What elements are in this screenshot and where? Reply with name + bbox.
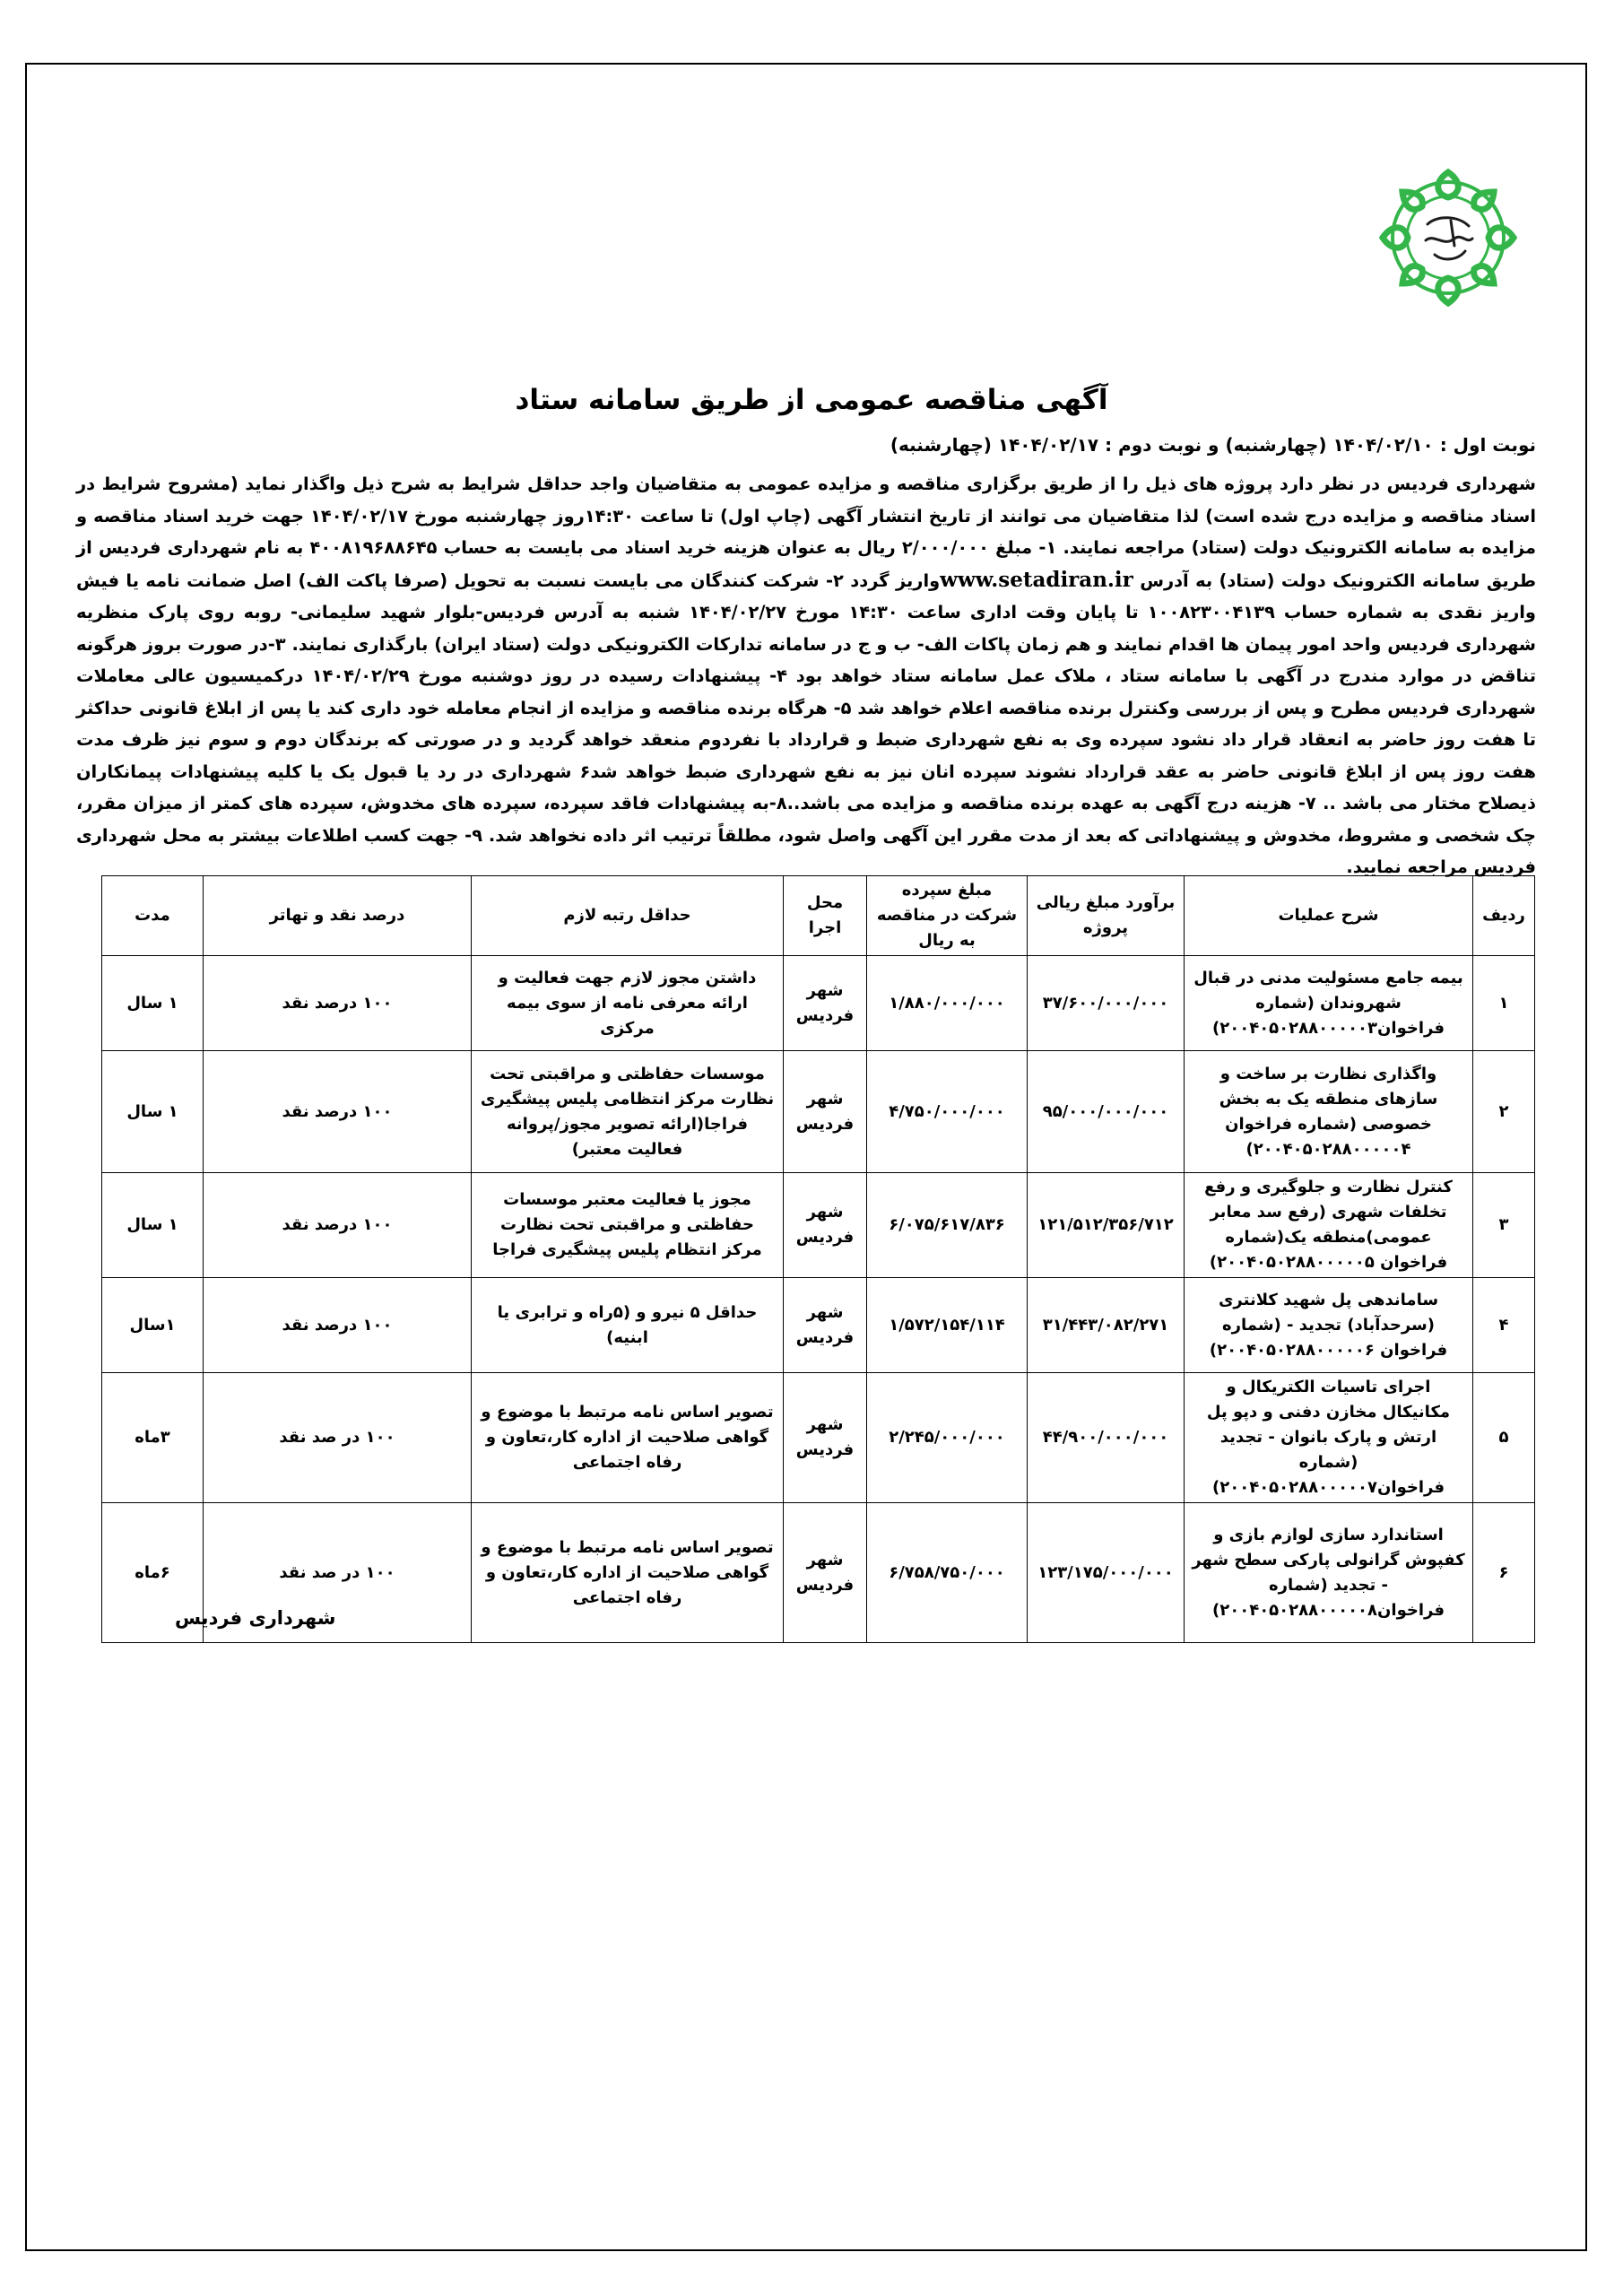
announcement-body	[76, 468, 1536, 883]
body-part-1: شهرداری فردیس در نظر دارد پروژه های ذیل را از طریق برگزاری مناقصه و مزایده عمومی به متقاضیان واجد حداقل شرایط به شرح ذیل واگذار نماید (مشروح شرایط در اسناد مناقصه و مزایده درج شده است) لذا متقاضیان می توانند از تاریخ انتشار آگهی (چاپ اول) تا ساعت ۱۴:۳۰روز چهارشنبه مورخ ۱۴۰۴/۰۲/۱۷ جهت خرید اسناد مناقصه و مزایده به سامانه الکترونیک دولت (ستاد) مراجعه نمایند. ۱- مبلغ ۲/۰۰۰/۰۰۰ ریال به عنوان هزینه خرید اسناد می بایست به حساب ۴۰۰۸۱۹۶۸۸۶۴۵ به نام شهرداری فردیس از طریق سامانه الکترونیک دولت (ستاد) به آدرس	[76, 474, 1536, 591]
fardis-municipality-logo-icon	[1372, 161, 1524, 314]
cell-payment: ۱۰۰ درصد نقد	[204, 1051, 472, 1173]
cell-location: شهر فردیس	[784, 1173, 867, 1278]
table-row	[102, 1373, 1535, 1503]
cell-payment: ۱۰۰ درصد نقد	[204, 956, 472, 1051]
cell-location: شهر فردیس	[784, 1051, 867, 1173]
municipality-signature: شهرداری فردیس	[175, 1607, 336, 1629]
cell-payment: ۱۰۰ درصد نقد	[204, 1278, 472, 1373]
cell-deposit: ۴/۷۵۰/۰۰۰/۰۰۰	[867, 1051, 1028, 1173]
header-deposit: مبلغ سپرده شرکت در مناقصه به ریال	[867, 876, 1028, 956]
header-duration: مدت	[102, 876, 204, 956]
table-row	[102, 1278, 1535, 1373]
cell-payment: ۱۰۰ در صد نقد	[204, 1503, 472, 1643]
header-row-no: ردیف	[1473, 876, 1535, 956]
cell-min-rank: مجوز یا فعالیت معتبر موسسات حفاظتی و مراقبتی تحت نظارت مرکز انتظام پلیس پیشگیری فراجا	[472, 1173, 784, 1278]
publication-rounds: نوبت اول : ۱۴۰۴/۰۲/۱۰ (چهارشنبه) و نوبت دوم : ۱۴۰۴/۰۲/۱۷ (چهارشنبه)	[890, 434, 1536, 456]
table-header-row	[102, 876, 1535, 956]
cell-min-rank: داشتن مجوز لازم جهت فعالیت و ارائه معرفی نامه از سوی بیمه مرکزی	[472, 956, 784, 1051]
cell-estimate: ۳۱/۴۴۳/۰۸۲/۲۷۱	[1028, 1278, 1185, 1373]
cell-row-no: ۵	[1473, 1373, 1535, 1503]
cell-duration: ۱سال	[102, 1278, 204, 1373]
cell-min-rank: تصویر اساس نامه مرتبط با موضوع و گواهی صلاحیت از اداره کار،تعاون و رفاه اجتماعی	[472, 1503, 784, 1643]
cell-duration: ۱ سال	[102, 1051, 204, 1173]
header-estimate: برآورد مبلغ ریالی پروژه	[1028, 876, 1185, 956]
cell-location: شهر فردیس	[784, 1503, 867, 1643]
cell-description: واگذاری نظارت بر ساخت و سازهای منطقه یک به بخش خصوصی (شماره فراخوان ۲۰۰۴۰۵۰۲۸۸۰۰۰۰۰۴)	[1185, 1051, 1473, 1173]
cell-estimate: ۴۴/۹۰۰/۰۰۰/۰۰۰	[1028, 1373, 1185, 1503]
cell-min-rank: تصویر اساس نامه مرتبط با موضوع و گواهی صلاحیت از اداره کار،تعاون و رفاه اجتماعی	[472, 1373, 784, 1503]
cell-description: ساماندهی پل شهید کلانتری (سرحدآباد) تجدید - (شماره فراخوان ۲۰۰۴۰۵۰۲۸۸۰۰۰۰۰۶)	[1185, 1278, 1473, 1373]
header-description: شرح عملیات	[1185, 876, 1473, 956]
cell-row-no: ۱	[1473, 956, 1535, 1051]
cell-deposit: ۲/۲۴۵/۰۰۰/۰۰۰	[867, 1373, 1028, 1503]
table-row	[102, 956, 1535, 1051]
cell-payment: ۱۰۰ درصد نقد	[204, 1173, 472, 1278]
cell-location: شهر فردیس	[784, 1373, 867, 1503]
cell-deposit: ۱/۸۸۰/۰۰۰/۰۰۰	[867, 956, 1028, 1051]
header-min-rank: حداقل رتبه لازم	[472, 876, 784, 956]
table-row	[102, 1173, 1535, 1278]
cell-deposit: ۶/۷۵۸/۷۵۰/۰۰۰	[867, 1503, 1028, 1643]
cell-estimate: ۳۷/۶۰۰/۰۰۰/۰۰۰	[1028, 956, 1185, 1051]
cell-duration: ۶ماه	[102, 1503, 204, 1643]
cell-description: کنترل نظارت و جلوگیری و رفع تخلفات شهری (رفع سد معابر عمومی)منطقه یک(شماره فراخوان ۲۰۰۴۰۵۰۲۸۸۰۰۰۰۰۵)	[1185, 1173, 1473, 1278]
cell-row-no: ۶	[1473, 1503, 1535, 1643]
cell-min-rank: موسسات حفاظتی و مراقبتی تحت نظارت مرکز انتظامی پلیس پیشگیری فراجا(ارائه تصویر مجوز/پروانه فعالیت معتبر)	[472, 1051, 784, 1173]
header-location: محل اجرا	[784, 876, 867, 956]
cell-description: استاندارد سازی لوازم بازی و کفپوش گرانولی پارکی سطح شهر - تجدید (شماره فراخوان۲۰۰۴۰۵۰۲۸۸۰۰۰۰۰۸)	[1185, 1503, 1473, 1643]
cell-estimate: ۱۲۳/۱۷۵/۰۰۰/۰۰۰	[1028, 1503, 1185, 1643]
cell-duration: ۳ماه	[102, 1373, 204, 1503]
cell-deposit: ۶/۰۷۵/۶۱۷/۸۳۶	[867, 1173, 1028, 1278]
cell-payment: ۱۰۰ در صد نقد	[204, 1373, 472, 1503]
cell-min-rank: حداقل ۵ نیرو و (۵راه و ترابری یا ابنیه)	[472, 1278, 784, 1373]
cell-location: شهر فردیس	[784, 1278, 867, 1373]
cell-duration: ۱ سال	[102, 1173, 204, 1278]
cell-estimate: ۱۲۱/۵۱۲/۳۵۶/۷۱۲	[1028, 1173, 1185, 1278]
cell-row-no: ۳	[1473, 1173, 1535, 1278]
cell-duration: ۱ سال	[102, 956, 204, 1051]
cell-row-no: ۲	[1473, 1051, 1535, 1173]
cell-location: شهر فردیس	[784, 956, 867, 1051]
table-row	[102, 1051, 1535, 1173]
cell-description: بیمه جامع مسئولیت مدنی در قبال شهروندان (شماره فراخوان۲۰۰۴۰۵۰۲۸۸۰۰۰۰۰۳)	[1185, 956, 1473, 1051]
header-payment: درصد نقد و تهاتر	[204, 876, 472, 956]
body-part-2: واریز گردد ۲- شرکت کنندگان می بایست نسبت به تحویل (صرفا پاکت الف) اصل ضمانت نامه یا فیش واریز نقدی به شماره حساب ۱۰۰۸۲۳۰۰۴۱۳۹ تا پایان وقت اداری ساعت ۱۴:۳۰ مورخ ۱۴۰۴/۰۲/۲۷ شنبه به آدرس فردیس-بلوار شهید سلیمانی- روبه روی پارک منظریه شهرداری فردیس واحد امور پیمان ها اقدام نمایند و هم زمان پاکات الف- ب و ج در سامانه تدارکات الکترونیکی دولت (ستاد ایران) بارگذاری نمایند. ۳-در صورت بروز هرگونه تناقض در موارد مندرج در آگهی با سامانه ستاد ، ملاک عمل سامانه ستاد خواهد بود ۴- پیشنهادات رسیده در روز دوشنبه مورخ ۱۴۰۴/۰۲/۲۹ درکمیسیون عالی معاملات شهرداری فردیس مطرح و پس از بررسی وکنترل برنده مناقصه اعلام خواهد شد ۵- هرگاه برنده مناقصه و مزایده از انجام معامله خود داری کند یا پس از ابلاغ قانونی حداکثر تا هفت روز حاضر به انعقاد قرار داد نشود سپرده وی به نفع شهرداری ضبط و قرارداد با نفردوم منعقد خواهد گردید و در صورتی که برندگان دوم و سوم نیز ظرف مدت هفت روز پس از ابلاغ قانونی حاضر به عقد قرارداد نشوند سپرده انان نیز به نفع شهرداری ضبط خواهد شد۶ شهرداری در رد یا قبول یک یا کلیه پیشنهادات پیمانکاران ذیصلاح مختار می باشد .. ۷- هزینه درج آگهی به عهده برنده مناقصه و مزایده می باشد..۸-به پیشنهادات فاقد سپرده، سپرده های مخدوش، سپرده های کمتر از میزان مقرر، چک شخصی و مشروط، مخدوش و پیشنهاداتی که بعد از مدت مقرر این آگهی واصل شود، مطلقاً ترتیب اثر داده نخواهد شد. ۹- جهت کسب اطلاعات بیشتر به محل شهرداری فردیس مراجعه نمایید.	[76, 570, 1537, 877]
cell-description: اجرای تاسیات الکتریکال و مکانیکال مخازن دفنی و دپو پل ارتش و پارک بانوان - تجدید (شماره فراخوان۲۰۰۴۰۵۰۲۸۸۰۰۰۰۰۷)	[1185, 1373, 1473, 1503]
tenders-table	[101, 875, 1535, 1643]
setad-url-link[interactable]: www.setadiran.ir	[940, 567, 1133, 592]
cell-estimate: ۹۵/۰۰۰/۰۰۰/۰۰۰	[1028, 1051, 1185, 1173]
page-title: آگهی مناقصه عمومی از طریق سامانه ستاد	[515, 384, 1108, 416]
cell-deposit: ۱/۵۷۲/۱۵۴/۱۱۴	[867, 1278, 1028, 1373]
cell-row-no: ۴	[1473, 1278, 1535, 1373]
